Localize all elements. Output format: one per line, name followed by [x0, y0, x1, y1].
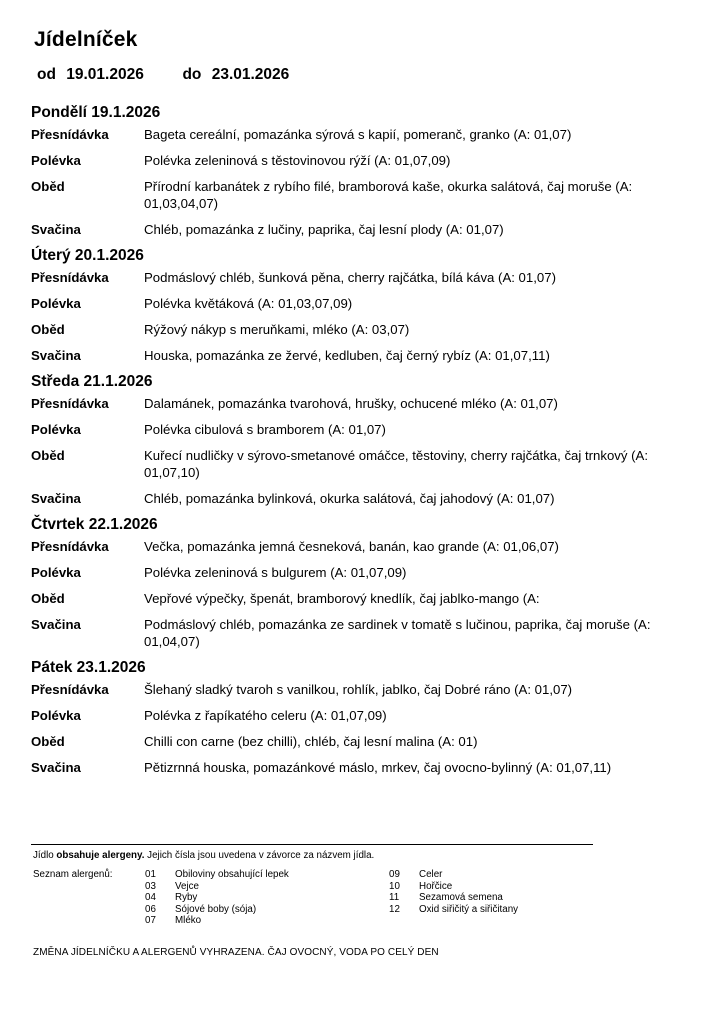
meal-label: Polévka [31, 422, 81, 437]
days-list [31, 104, 691, 785]
meal-row [31, 490, 691, 507]
meal-label: Polévka [31, 153, 81, 168]
allergen-column-2 [389, 869, 518, 927]
meal-label: Svačina [31, 348, 81, 363]
meal-label: Oběd [31, 734, 65, 749]
meal-row [31, 152, 691, 169]
meal-label: Oběd [31, 179, 65, 194]
meal-text: Chilli con carne (bez chilli), chléb, čaj lesní malina (A: 01) [144, 734, 478, 749]
allergen-name: Celer [419, 869, 443, 880]
meal-label: Přesnídávka [31, 396, 109, 411]
meal-label: Svačina [31, 760, 81, 775]
allergen-number: 07 [145, 915, 156, 926]
day-section [31, 373, 691, 507]
meal-row [31, 538, 691, 555]
range-to-label: do [182, 66, 202, 83]
day-title: Pondělí 19.1.2026 [31, 104, 161, 121]
allergen-list [33, 869, 518, 927]
allergen-number: 01 [145, 869, 156, 880]
meal-text: Polévka z řapíkatého celeru (A: 01,07,09) [144, 708, 387, 723]
meal-text: Chléb, pomazánka bylinková, okurka salátová, čaj jahodový (A: 01,07) [144, 491, 555, 506]
meal-row [31, 421, 691, 438]
meal-text: Večka, pomazánka jemná česneková, banán, kao grande (A: 01,06,07) [144, 539, 559, 554]
allergen-note [33, 850, 374, 862]
meal-text: Rýžový nákyp s meruňkami, mléko (A: 03,07) [144, 322, 410, 337]
allergen-heading: Seznam alergenů: [33, 869, 113, 880]
meal-row [31, 347, 691, 364]
page-title: Jídelníček [34, 28, 138, 51]
allergen-name: Vejce [175, 880, 199, 892]
meal-label: Přesnídávka [31, 539, 109, 554]
meal-text: Polévka cibulová s bramborem (A: 01,07) [144, 422, 386, 437]
allergen-number: 04 [145, 892, 156, 903]
meal-label: Polévka [31, 296, 81, 311]
meal-label: Oběd [31, 322, 65, 337]
allergen-name: Hořčice [419, 880, 453, 892]
meal-text: Polévka zeleninová s těstovinovou rýží (A: 01,07,09) [144, 153, 451, 168]
meal-label: Svačina [31, 222, 81, 237]
allergen-number: 12 [389, 903, 400, 915]
meal-row [31, 590, 691, 607]
allergen-name: Sezamová semena [419, 892, 503, 903]
meal-label: Oběd [31, 448, 65, 463]
meal-row [31, 733, 691, 750]
meal-label: Polévka [31, 708, 81, 723]
meal-row [31, 616, 691, 650]
allergen-item [389, 904, 518, 916]
meal-text: Chléb, pomazánka z lučiny, paprika, čaj lesní plody (A: 01,07) [144, 222, 504, 237]
meal-row [31, 178, 691, 212]
day-section [31, 104, 691, 238]
date-range [37, 66, 289, 84]
day-title: Pátek 23.1.2026 [31, 659, 146, 676]
day-section [31, 247, 691, 364]
note-prefix: Jídlo [33, 850, 57, 861]
day-title: Úterý 20.1.2026 [31, 247, 144, 264]
meal-text: Dalamánek, pomazánka tvarohová, hrušky, ochucené mléko (A: 01,07) [144, 396, 558, 411]
meal-label: Přesnídávka [31, 127, 109, 142]
meal-text: Bageta cereální, pomazánka sýrová s kapií, pomeranč, granko (A: 01,07) [144, 127, 572, 142]
meal-row [31, 707, 691, 724]
day-title: Středa 21.1.2026 [31, 373, 153, 390]
meal-row [31, 564, 691, 581]
allergen-number: 09 [389, 869, 400, 880]
footer-note: ZMĚNA JÍDELNÍČKU A ALERGENŮ VYHRAZENA. ČAJ OVOCNÝ, VODA PO CELÝ DEN [33, 947, 439, 958]
allergen-item [145, 881, 389, 893]
meal-text: Kuřecí nudličky v sýrovo-smetanové omáčce, těstoviny, cherry rajčátka, čaj trnkový (A: 01,07,10) [144, 448, 648, 480]
meal-row [31, 321, 691, 338]
meal-text: Polévka květáková (A: 01,03,07,09) [144, 296, 353, 311]
meal-label: Polévka [31, 565, 81, 580]
allergen-number: 06 [145, 903, 156, 915]
meal-text: Polévka zeleninová s bulgurem (A: 01,07,09) [144, 565, 407, 580]
meal-text: Podmáslový chléb, pomazánka ze sardinek v tomatě s lučinou, paprika, čaj moruše (A: 01,04,07) [144, 617, 651, 649]
meal-row [31, 126, 691, 143]
allergen-name: Mléko [175, 915, 202, 926]
allergen-name: Oxid siřičitý a siřičitany [419, 903, 519, 915]
day-section [31, 516, 691, 650]
divider [31, 844, 593, 845]
allergen-name: Ryby [175, 892, 198, 903]
meal-row [31, 759, 691, 776]
allergen-number: 11 [389, 892, 400, 903]
meal-row [31, 295, 691, 312]
allergen-item [145, 904, 389, 916]
meal-label: Přesnídávka [31, 682, 109, 697]
meal-text: Pětizrnná houska, pomazánkové máslo, mrkev, čaj ovocno-bylinný (A: 01,07,11) [144, 760, 612, 775]
meal-text: Houska, pomazánka ze žervé, kedluben, čaj černý rybíz (A: 01,07,11) [144, 348, 550, 363]
allergen-column-1 [145, 869, 389, 927]
allergen-item [389, 869, 518, 881]
allergen-item [145, 915, 389, 927]
meal-row [31, 395, 691, 412]
note-suffix: Jejich čísla jsou uvedena v závorce za názvem jídla. [144, 850, 375, 861]
allergen-item [389, 892, 518, 904]
range-to-date: 23.01.2026 [211, 66, 290, 83]
day-title: Čtvrtek 22.1.2026 [31, 516, 158, 533]
meal-label: Svačina [31, 617, 81, 632]
meal-text: Podmáslový chléb, šunková pěna, cherry rajčátka, bílá káva (A: 01,07) [144, 270, 556, 285]
meal-text: Vepřové výpečky, špenát, bramborový knedlík, čaj jablko-mango (A: [144, 591, 540, 606]
note-bold: obsahuje alergeny. [56, 850, 145, 861]
meal-text: Přírodní karbanátek z rybího filé, bramborová kaše, okurka salátová, čaj moruše (A: 01,03,04,07) [144, 179, 633, 211]
allergen-item [145, 892, 389, 904]
meal-label: Svačina [31, 491, 81, 506]
range-from-label: od [37, 66, 56, 83]
range-from-date: 19.01.2026 [66, 66, 144, 83]
meal-row [31, 221, 691, 238]
allergen-number: 03 [145, 880, 156, 892]
meal-text: Šlehaný sladký tvaroh s vanilkou, rohlík, jablko, čaj Dobré ráno (A: 01,07) [144, 682, 573, 697]
allergen-name: Obiloviny obsahující lepek [175, 869, 289, 880]
allergen-item [145, 869, 389, 881]
day-section [31, 659, 691, 776]
allergen-name: Sójové boby (sója) [175, 903, 257, 915]
meal-row [31, 269, 691, 286]
meal-label: Přesnídávka [31, 270, 109, 285]
meal-row [31, 681, 691, 698]
allergen-item [389, 881, 518, 893]
meal-row [31, 447, 691, 481]
meal-label: Oběd [31, 591, 65, 606]
allergen-number: 10 [389, 880, 400, 892]
